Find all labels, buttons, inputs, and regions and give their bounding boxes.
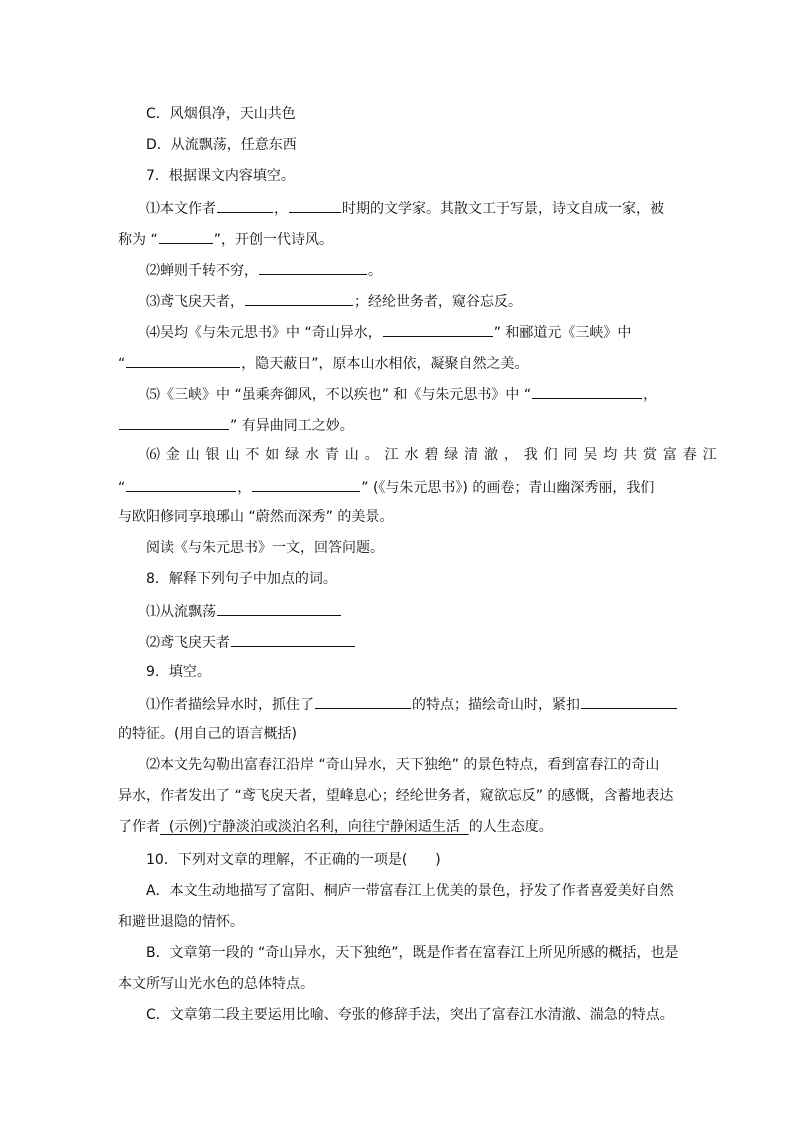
option-d: [146, 135, 706, 155]
q7-4-text-a: ⑷吴均《与朱元思书》中 “奇山异水，: [146, 325, 382, 341]
q7-2-text-a: ⑵蝉则千转不穷，: [146, 263, 258, 279]
q10-option-a-text-2: 和避世退隐的情怀。: [118, 914, 244, 930]
q9-item-2-line-3: [118, 817, 678, 837]
q9-2-text-a: ⑵本文先勾勒出富春江沿岸 “奇山异水，天下独绝” 的景色特点，看到富春江的奇山: [146, 757, 660, 773]
q7-4-text-c: “: [118, 356, 126, 372]
q10-option-c-line-1: [146, 1005, 706, 1025]
q7-item-1-line-2: [118, 228, 678, 250]
q7-1-text-c: 时期的文学家。其散文工于写景，诗文自成一家，被: [342, 201, 664, 217]
q7-item-5-line-1: [146, 383, 706, 405]
q7-1-text-e: ”，开创一代诗风。: [213, 232, 333, 248]
answer-blank[interactable]: [383, 321, 493, 337]
answer-blank[interactable]: [289, 197, 341, 213]
q10-option-b-line-2: [118, 974, 678, 994]
answer-blank[interactable]: [315, 693, 411, 709]
q10-option-a-text-1: A．本文生动地描写了富阳、桐庐一带富春江上优美的景色，抒发了作者喜爱美好自然: [146, 883, 674, 899]
q9-2-text-d: 的人生态度。: [468, 819, 553, 835]
q7-6-text-b: “: [118, 480, 126, 496]
q7-1-text-a: ⑴本文作者: [146, 201, 216, 217]
answer-blank[interactable]: [259, 259, 367, 275]
q7-5-text-b: ，: [643, 387, 658, 403]
q9-2-text-c: 了作者: [118, 819, 160, 835]
option-c: [146, 104, 706, 124]
q7-item-1-line-1: [146, 197, 706, 219]
answer-blank[interactable]: [217, 197, 273, 213]
reading-intro-text: 阅读《与朱元思书》一文，回答问题。: [146, 540, 384, 556]
option-c-text: C．风烟俱净，天山共色: [146, 106, 296, 122]
answer-blank[interactable]: [252, 476, 360, 492]
q7-5-text-a: ⑸《三峡》中 “虽乘奔御风，不以疾也” 和《与朱元思书》中 “: [146, 387, 532, 403]
q7-4-text-b: ” 和郦道元《三峡》中: [493, 325, 632, 341]
q7-4-text-d: ，隐天蔽日”，原本山水相依，凝聚自然之美。: [241, 356, 529, 372]
q10-option-c-text-1: C．文章第二段主要运用比喻、夸张的修辞手法，突出了富春江水清澈、湍急的特点。: [146, 1007, 674, 1023]
q7-item-6-line-3: [118, 507, 678, 527]
q10-option-b-text-1: B．文章第一段的 “奇山异水，天下独绝”，既是作者在富春江上所见所感的概括，也是: [146, 945, 679, 961]
q9-item-1-line-2: [118, 724, 678, 744]
q7-6-text-a: ⑹金山银山不如绿水青山。江水碧绿清澈，我们同吴均共赏富春江: [146, 447, 723, 463]
q9-1-text-a: ⑴作者描绘异水时，抓住了: [146, 697, 314, 713]
question-10-title: [146, 850, 706, 870]
q7-5-text-c: ” 有异曲同工之妙。: [230, 418, 354, 434]
option-d-text: D．从流飘荡，任意东西: [146, 137, 297, 153]
q7-6-text-d: ” (《与朱元思书》) 的画卷；青山幽深秀丽，我们: [361, 480, 655, 496]
q9-item-2-line-2: [118, 786, 678, 806]
q7-6-text-c: ，: [237, 480, 252, 496]
question-9-title: [146, 662, 706, 682]
q7-6-text-e: 与欧阳修同享琅琊山 “蔚然而深秀” 的美景。: [118, 509, 394, 525]
q10-option-b-text-2: 本文所写山光水色的总体特点。: [118, 976, 314, 992]
answer-blank[interactable]: [126, 352, 240, 368]
answer-blank[interactable]: [126, 476, 236, 492]
q8-1-text: ⑴从流飘荡: [146, 604, 216, 620]
question-7-title: [146, 166, 706, 186]
q7-item-6-line-1: [146, 445, 723, 465]
q7-item-4-line-1: [146, 321, 706, 343]
q7-item-6-line-2: [118, 476, 678, 498]
q7-item-3: [146, 290, 706, 312]
q7-item-4-line-2: [118, 352, 678, 374]
q9-item-2-line-1: [146, 755, 706, 775]
q9-1-text-b: 的特点；描绘奇山时，紧扣: [412, 697, 580, 713]
question-9-title-text: 9．填空。: [146, 664, 211, 680]
question-10-title-text: 10．下列对文章的理解，不正确的一项是( ): [146, 852, 441, 868]
q7-3-text-a: ⑶鸢飞戾天者，: [146, 294, 244, 310]
q10-option-a-line-1: [146, 881, 706, 901]
q7-3-text-b: ；经纶世务者，窥谷忘反。: [354, 294, 522, 310]
answer-blank[interactable]: [119, 414, 229, 430]
q8-item-1: [146, 600, 706, 622]
q10-option-b-line-1: [146, 943, 706, 963]
q10-option-a-line-2: [118, 912, 678, 932]
q8-item-2: [146, 631, 706, 653]
answer-blank[interactable]: [532, 383, 642, 399]
q9-2-text-b: 异水，作者发出了 “鸢飞戾天者，望峰息心；经纶世务者，窥欲忘反” 的感慨，含蓄地表达: [118, 788, 674, 804]
q7-item-5-line-2: [118, 414, 678, 436]
answer-blank[interactable]: [581, 693, 677, 709]
q7-1-text-b: ，: [274, 201, 288, 217]
q9-item-1-line-1: [146, 693, 706, 715]
answer-blank[interactable]: [159, 228, 213, 244]
sample-answer: (示例)宁静淡泊或淡泊名利，向往宁静闲适生活: [160, 819, 469, 835]
q7-item-2: [146, 259, 706, 281]
q7-1-text-d: 称为 “: [118, 232, 158, 248]
question-8-title-text: 8．解释下列句子中加点的词。: [146, 571, 337, 587]
q7-2-text-b: 。: [368, 263, 382, 279]
question-7-title-text: 7．根据课文内容填空。: [146, 168, 295, 184]
question-8-title: [146, 569, 706, 589]
reading-intro: [146, 538, 706, 558]
q9-1-text-c: 的特征。(用自己的语言概括): [118, 726, 297, 742]
q8-2-text: ⑵鸢飞戾天者: [146, 635, 230, 651]
answer-blank[interactable]: [245, 290, 353, 306]
answer-blank[interactable]: [217, 600, 341, 616]
answer-blank[interactable]: [231, 631, 355, 647]
